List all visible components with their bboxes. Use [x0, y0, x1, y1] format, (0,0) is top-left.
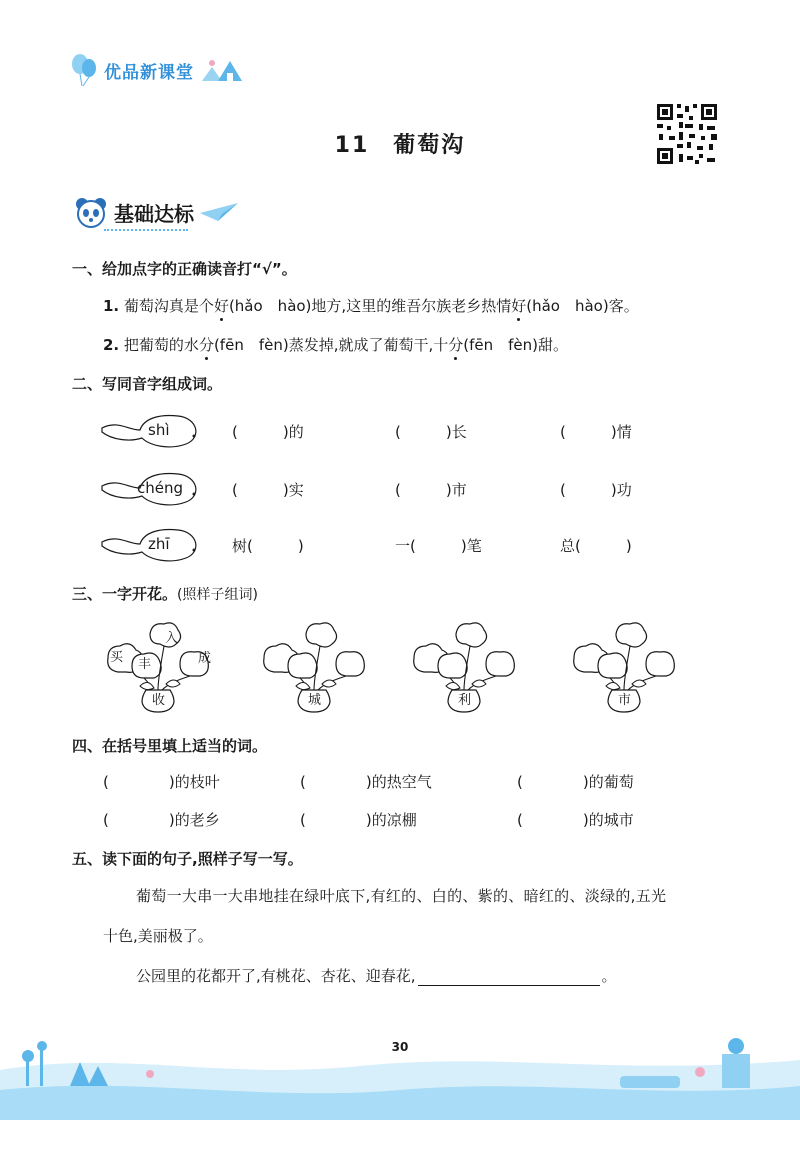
- q4-row2-item2[interactable]: ( )的凉棚: [300, 811, 417, 829]
- lesson-number: 11: [334, 133, 370, 158]
- q5-prompt: [136, 965, 617, 986]
- qr-code-icon[interactable]: [655, 102, 719, 166]
- q1-item1-text-b: 地方,这里的维吾尔族老乡热情: [311, 297, 512, 315]
- q5-prompt-end: 。: [601, 967, 617, 985]
- q3-note: (照样子组词): [177, 587, 258, 603]
- q1-item1-pinyin2[interactable]: (hǎo hào): [526, 297, 609, 315]
- page-number: 30: [391, 1040, 409, 1054]
- vase-char: 收: [152, 693, 166, 708]
- q2-row1-blank1[interactable]: ( )的: [232, 423, 304, 441]
- q1-item1-char2: 好: [511, 297, 527, 315]
- q2-row2-blank3[interactable]: ( )功: [560, 481, 632, 499]
- q4-row2-item3[interactable]: ( )的城市: [517, 811, 634, 829]
- q2-row1-blank2[interactable]: ( )长: [395, 423, 467, 441]
- q5-prompt-text: 公园里的花都开了,有桃花、杏花、迎春花,: [136, 967, 416, 985]
- q2-row3-blank2[interactable]: 一( )笔: [395, 537, 482, 555]
- q2-row2-blank1[interactable]: ( )实: [232, 481, 304, 499]
- q1-item1-text-c: 客。: [608, 297, 639, 315]
- q1-item1: [103, 295, 639, 316]
- pinyin-zhi: zhī: [148, 535, 170, 553]
- brand-logo: [70, 50, 244, 90]
- q3-heading-text: 三、一字开花。: [72, 585, 178, 603]
- house-icon: [198, 55, 244, 85]
- vase-char: 利: [458, 693, 472, 708]
- q5-example-line2: 十色,美丽极了。: [103, 927, 213, 945]
- footer-decoration: [0, 1010, 800, 1120]
- q1-item1-char1: 好: [213, 297, 229, 315]
- q1-item2-text-c: 甜。: [538, 336, 569, 354]
- q2-row3-blank1[interactable]: 树( ): [232, 537, 304, 555]
- section-underline: [104, 229, 188, 231]
- q1-item1-number: 1.: [103, 297, 120, 315]
- q1-item2: [103, 334, 568, 355]
- lesson-title: 葡萄沟: [393, 133, 466, 158]
- q4-row1-item1[interactable]: ( )的枝叶: [103, 773, 220, 791]
- q4-row2-item1[interactable]: ( )的老乡: [103, 811, 220, 829]
- panda-icon: [74, 196, 108, 228]
- q2-row1-blank3[interactable]: ( )情: [560, 423, 632, 441]
- petal-text: 丰: [138, 657, 152, 672]
- q1-item2-text-a: 把葡萄的水: [123, 336, 199, 354]
- petal-text: 入: [165, 631, 179, 646]
- q1-item2-text-b: 蒸发掉,就成了葡萄干,十: [288, 336, 449, 354]
- brand-name: 优品新课堂: [104, 62, 194, 83]
- q5-heading: 五、读下面的句子,照样子写一写。: [72, 850, 303, 868]
- q2-row2-blank2[interactable]: ( )市: [395, 481, 467, 499]
- q2-row3-blank3[interactable]: 总( ): [560, 537, 632, 555]
- vase-char: 市: [618, 693, 632, 708]
- q3-heading: [72, 583, 258, 604]
- paper-plane-icon: [198, 201, 242, 223]
- petal-text: 买: [110, 650, 124, 665]
- q1-item2-pinyin1[interactable]: (fēn fèn): [213, 336, 289, 354]
- balloon-icon: [70, 52, 98, 88]
- q5-answer-line[interactable]: [418, 972, 600, 986]
- q2-heading: 二、写同音字组成词。: [72, 375, 223, 393]
- q1-item1-text-a: 葡萄沟真是个: [123, 297, 214, 315]
- q1-item1-pinyin1[interactable]: (hǎo hào): [228, 297, 312, 315]
- q1-item2-char2: 分: [448, 336, 464, 354]
- q1-item2-number: 2.: [103, 336, 120, 354]
- q4-heading: 四、在括号里填上适当的词。: [72, 737, 268, 755]
- petal-text: 成: [198, 651, 212, 666]
- q4-row1-item3[interactable]: ( )的葡萄: [517, 773, 634, 791]
- q1-item2-char1: 分: [198, 336, 214, 354]
- section-label: 基础达标: [114, 201, 194, 226]
- section-header: [74, 196, 242, 228]
- q5-example-line1: 葡萄一大串一大串地挂在绿叶底下,有红的、白的、紫的、暗红的、淡绿的,五光: [136, 887, 667, 905]
- q1-item2-pinyin2[interactable]: (fēn fèn): [463, 336, 539, 354]
- q1-heading: 一、给加点字的正确读音打“√”。: [72, 260, 297, 278]
- vase-char: 城: [308, 693, 322, 708]
- pinyin-cheng: chéng: [137, 479, 184, 497]
- pinyin-shi: shì: [148, 421, 170, 439]
- q4-row1-item2[interactable]: ( )的热空气: [300, 773, 432, 791]
